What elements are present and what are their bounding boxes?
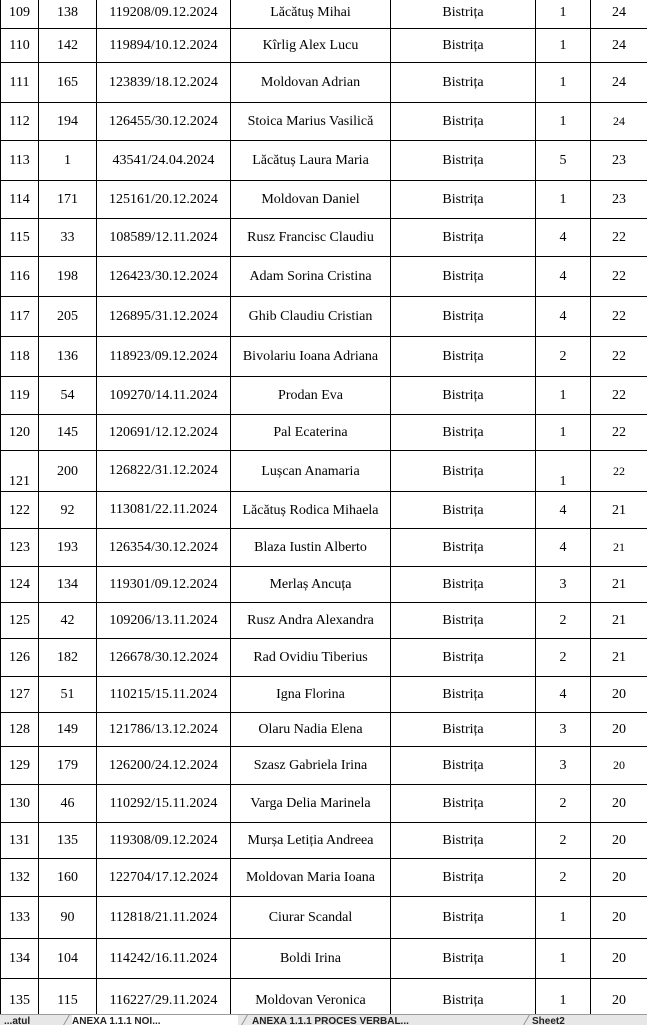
members-cell[interactable]: 2 xyxy=(536,603,591,639)
members-cell[interactable]: 4 xyxy=(536,219,591,257)
row-number-cell[interactable]: 122 xyxy=(1,492,39,529)
members-cell[interactable]: 4 xyxy=(536,677,591,713)
score-cell[interactable]: 22 xyxy=(591,257,647,297)
city-cell[interactable]: Bistrița xyxy=(391,713,536,747)
city-cell[interactable]: Bistrița xyxy=(391,63,536,103)
table-row[interactable] xyxy=(1,823,647,859)
row-number-cell[interactable]: 115 xyxy=(1,219,39,257)
name-cell[interactable]: Pal Ecaterina xyxy=(231,415,391,451)
name-cell[interactable]: Varga Delia Marinela xyxy=(231,785,391,823)
name-cell[interactable]: Olaru Nadia Elena xyxy=(231,713,391,747)
name-cell[interactable]: Igna Florina xyxy=(231,677,391,713)
city-cell[interactable]: Bistrița xyxy=(391,141,536,181)
name-cell[interactable]: Moldovan Veronica xyxy=(231,979,391,1015)
members-cell[interactable]: 1 xyxy=(536,377,591,415)
row-number-cell[interactable]: 119 xyxy=(1,377,39,415)
score-cell[interactable]: 23 xyxy=(591,141,647,181)
table-row[interactable] xyxy=(1,567,647,603)
name-cell[interactable]: Rad Ovidiu Tiberius xyxy=(231,639,391,677)
members-cell[interactable]: 4 xyxy=(536,297,591,337)
members-cell[interactable]: 2 xyxy=(536,823,591,859)
file-id-cell[interactable]: 171 xyxy=(39,181,97,219)
file-id-cell[interactable]: 90 xyxy=(39,897,97,939)
members-cell[interactable]: 1 xyxy=(536,63,591,103)
table-row[interactable] xyxy=(1,747,647,785)
score-cell[interactable]: 22 xyxy=(591,219,647,257)
members-cell[interactable]: 1 xyxy=(536,897,591,939)
table-row[interactable] xyxy=(1,377,647,415)
city-cell[interactable]: Bistrița xyxy=(391,297,536,337)
row-number-cell[interactable]: 132 xyxy=(1,859,39,897)
sheet-tab-proces-verbal[interactable]: ANEXA 1.1.1 PROCES VERBAL... xyxy=(252,1015,522,1025)
file-id-cell[interactable]: 149 xyxy=(39,713,97,747)
file-id-cell[interactable]: 160 xyxy=(39,859,97,897)
row-number-cell[interactable]: 114 xyxy=(1,181,39,219)
row-number-cell[interactable]: 118 xyxy=(1,337,39,377)
name-cell[interactable]: Merlaș Ancuța xyxy=(231,567,391,603)
score-cell[interactable]: 21 xyxy=(591,492,647,529)
registration-cell[interactable]: 125161/20.12.2024 xyxy=(97,181,231,219)
score-cell[interactable]: 20 xyxy=(591,713,647,747)
table-row[interactable] xyxy=(1,492,647,529)
file-id-cell[interactable]: 135 xyxy=(39,823,97,859)
score-cell[interactable]: 20 xyxy=(591,979,647,1015)
city-cell[interactable]: Bistrița xyxy=(391,219,536,257)
registration-cell[interactable]: 110292/15.11.2024 xyxy=(97,785,231,823)
file-id-cell[interactable]: 54 xyxy=(39,377,97,415)
file-id-cell[interactable]: 182 xyxy=(39,639,97,677)
score-cell[interactable]: 20 xyxy=(591,785,647,823)
file-id-cell[interactable]: 194 xyxy=(39,103,97,141)
table-row[interactable] xyxy=(1,713,647,747)
registration-cell[interactable]: 126455/30.12.2024 xyxy=(97,103,231,141)
score-cell[interactable]: 22 xyxy=(591,377,647,415)
row-number-cell[interactable]: 127 xyxy=(1,677,39,713)
name-cell[interactable]: Moldovan Daniel xyxy=(231,181,391,219)
table-row[interactable] xyxy=(1,219,647,257)
name-cell[interactable]: Stoica Marius Vasilică xyxy=(231,103,391,141)
score-cell[interactable]: 21 xyxy=(591,639,647,677)
table-row[interactable] xyxy=(1,29,647,63)
name-cell[interactable]: Boldi Irina xyxy=(231,939,391,979)
row-number-cell[interactable]: 110 xyxy=(1,29,39,63)
score-cell[interactable]: 21 xyxy=(591,529,647,567)
score-cell[interactable]: 22 xyxy=(591,451,647,492)
row-number-cell[interactable]: 112 xyxy=(1,103,39,141)
registration-cell[interactable]: 126678/30.12.2024 xyxy=(97,639,231,677)
file-id-cell[interactable]: 198 xyxy=(39,257,97,297)
registration-cell[interactable]: 121786/13.12.2024 xyxy=(97,713,231,747)
table-row[interactable] xyxy=(1,677,647,713)
score-cell[interactable]: 20 xyxy=(591,677,647,713)
table-row[interactable] xyxy=(1,603,647,639)
row-number-cell[interactable]: 129 xyxy=(1,747,39,785)
registration-cell[interactable]: 43541/24.04.2024 xyxy=(97,141,231,181)
table-row[interactable] xyxy=(1,0,647,29)
score-cell[interactable]: 24 xyxy=(591,103,647,141)
table-row[interactable] xyxy=(1,785,647,823)
score-cell[interactable]: 20 xyxy=(591,897,647,939)
score-cell[interactable]: 20 xyxy=(591,747,647,785)
file-id-cell[interactable]: 136 xyxy=(39,337,97,377)
registration-cell[interactable]: 126354/30.12.2024 xyxy=(97,529,231,567)
registration-cell[interactable]: 113081/22.11.2024 xyxy=(97,492,231,529)
file-id-cell[interactable]: 1 xyxy=(39,141,97,181)
registration-cell[interactable]: 126822/31.12.2024 xyxy=(97,451,231,492)
members-cell[interactable]: 2 xyxy=(536,639,591,677)
name-cell[interactable]: Ciurar Scandal xyxy=(231,897,391,939)
table-row[interactable] xyxy=(1,297,647,337)
score-cell[interactable]: 20 xyxy=(591,859,647,897)
city-cell[interactable]: Bistrița xyxy=(391,103,536,141)
name-cell[interactable]: Moldovan Maria Ioana xyxy=(231,859,391,897)
city-cell[interactable]: Bistrița xyxy=(391,897,536,939)
registration-cell[interactable]: 119301/09.12.2024 xyxy=(97,567,231,603)
city-cell[interactable]: Bistrița xyxy=(391,415,536,451)
members-cell[interactable]: 1 xyxy=(536,979,591,1015)
table-row[interactable] xyxy=(1,451,647,492)
registration-cell[interactable]: 126200/24.12.2024 xyxy=(97,747,231,785)
members-cell[interactable]: 4 xyxy=(536,492,591,529)
registration-cell[interactable]: 122704/17.12.2024 xyxy=(97,859,231,897)
city-cell[interactable]: Bistrița xyxy=(391,529,536,567)
table-row[interactable] xyxy=(1,63,647,103)
name-cell[interactable]: Rusz Andra Alexandra xyxy=(231,603,391,639)
city-cell[interactable]: Bistrița xyxy=(391,451,536,492)
members-cell[interactable]: 3 xyxy=(536,567,591,603)
name-cell[interactable]: Bivolariu Ioana Adriana xyxy=(231,337,391,377)
table-row[interactable] xyxy=(1,257,647,297)
name-cell[interactable]: Lăcătuș Laura Maria xyxy=(231,141,391,181)
registration-cell[interactable]: 116227/29.11.2024 xyxy=(97,979,231,1015)
file-id-cell[interactable]: 200 xyxy=(39,451,97,492)
row-number-cell[interactable]: 135 xyxy=(1,979,39,1015)
score-cell[interactable]: 23 xyxy=(591,181,647,219)
registration-cell[interactable]: 119208/09.12.2024 xyxy=(97,0,231,29)
score-cell[interactable]: 24 xyxy=(591,29,647,63)
name-cell[interactable]: Adam Sorina Cristina xyxy=(231,257,391,297)
file-id-cell[interactable]: 92 xyxy=(39,492,97,529)
members-cell[interactable]: 3 xyxy=(536,713,591,747)
table-row[interactable] xyxy=(1,897,647,939)
row-number-cell[interactable]: 121 xyxy=(1,451,39,492)
members-cell[interactable]: 2 xyxy=(536,859,591,897)
row-number-cell[interactable]: 123 xyxy=(1,529,39,567)
city-cell[interactable]: Bistrița xyxy=(391,377,536,415)
score-cell[interactable]: 22 xyxy=(591,297,647,337)
row-number-cell[interactable]: 130 xyxy=(1,785,39,823)
table-row[interactable] xyxy=(1,141,647,181)
members-cell[interactable]: 4 xyxy=(536,257,591,297)
row-number-cell[interactable]: 128 xyxy=(1,713,39,747)
row-number-cell[interactable]: 109 xyxy=(1,0,39,29)
score-cell[interactable]: 21 xyxy=(591,567,647,603)
file-id-cell[interactable]: 193 xyxy=(39,529,97,567)
members-cell[interactable]: 1 xyxy=(536,939,591,979)
city-cell[interactable]: Bistrița xyxy=(391,747,536,785)
registration-cell[interactable]: 114242/16.11.2024 xyxy=(97,939,231,979)
score-cell[interactable]: 20 xyxy=(591,939,647,979)
name-cell[interactable]: Ghib Claudiu Cristian xyxy=(231,297,391,337)
name-cell[interactable]: Lușcan Anamaria xyxy=(231,451,391,492)
registration-cell[interactable]: 108589/12.11.2024 xyxy=(97,219,231,257)
table-body xyxy=(1,0,647,1014)
registration-cell[interactable]: 119894/10.12.2024 xyxy=(97,29,231,63)
city-cell[interactable]: Bistrița xyxy=(391,677,536,713)
registration-cell[interactable]: 112818/21.11.2024 xyxy=(97,897,231,939)
table-row[interactable] xyxy=(1,181,647,219)
row-number-cell[interactable]: 111 xyxy=(1,63,39,103)
city-cell[interactable]: Bistrița xyxy=(391,639,536,677)
members-cell[interactable]: 2 xyxy=(536,337,591,377)
name-cell[interactable]: Blaza Iustin Alberto xyxy=(231,529,391,567)
row-number-cell[interactable]: 133 xyxy=(1,897,39,939)
table-row[interactable] xyxy=(1,415,647,451)
members-cell[interactable]: 1 xyxy=(536,103,591,141)
name-cell[interactable]: Szasz Gabriela Irina xyxy=(231,747,391,785)
file-id-cell[interactable]: 179 xyxy=(39,747,97,785)
city-cell[interactable]: Bistrița xyxy=(391,337,536,377)
file-id-cell[interactable]: 115 xyxy=(39,979,97,1015)
sheet-tab-partial[interactable]: ...atul xyxy=(4,1015,62,1025)
registration-cell[interactable]: 110215/15.11.2024 xyxy=(97,677,231,713)
members-cell[interactable]: 1 xyxy=(536,29,591,63)
file-id-cell[interactable]: 165 xyxy=(39,63,97,103)
score-cell[interactable]: 20 xyxy=(591,823,647,859)
row-number-cell[interactable]: 131 xyxy=(1,823,39,859)
sheet-tab-sheet2[interactable]: Sheet2 xyxy=(532,1015,642,1025)
file-id-cell[interactable]: 51 xyxy=(39,677,97,713)
file-id-cell[interactable]: 42 xyxy=(39,603,97,639)
file-id-cell[interactable]: 46 xyxy=(39,785,97,823)
table-row[interactable] xyxy=(1,103,647,141)
city-cell[interactable]: Bistrița xyxy=(391,29,536,63)
city-cell[interactable]: Bistrița xyxy=(391,785,536,823)
members-cell[interactable]: 3 xyxy=(536,747,591,785)
city-cell[interactable]: Bistrița xyxy=(391,567,536,603)
name-cell[interactable]: Prodan Eva xyxy=(231,377,391,415)
members-cell[interactable]: 5 xyxy=(536,141,591,181)
score-cell[interactable]: 22 xyxy=(591,337,647,377)
table-row[interactable] xyxy=(1,859,647,897)
row-number-cell[interactable]: 125 xyxy=(1,603,39,639)
registration-cell[interactable]: 126423/30.12.2024 xyxy=(97,257,231,297)
city-cell[interactable]: Bistrița xyxy=(391,0,536,29)
row-number-cell[interactable]: 116 xyxy=(1,257,39,297)
name-cell[interactable]: Lăcătuș Mihai xyxy=(231,0,391,29)
row-number-cell[interactable]: 120 xyxy=(1,415,39,451)
file-id-cell[interactable]: 134 xyxy=(39,567,97,603)
table-row[interactable] xyxy=(1,939,647,979)
table-row[interactable] xyxy=(1,529,647,567)
sheet-tabs-bar xyxy=(0,1014,647,1025)
registration-cell[interactable]: 120691/12.12.2024 xyxy=(97,415,231,451)
score-cell[interactable]: 24 xyxy=(591,63,647,103)
city-cell[interactable]: Bistrița xyxy=(391,979,536,1015)
table-row[interactable] xyxy=(1,979,647,1015)
city-cell[interactable]: Bistrița xyxy=(391,603,536,639)
file-id-cell[interactable]: 104 xyxy=(39,939,97,979)
score-cell[interactable]: 21 xyxy=(591,603,647,639)
city-cell[interactable]: Bistrița xyxy=(391,859,536,897)
row-number-cell[interactable]: 113 xyxy=(1,141,39,181)
members-cell[interactable]: 1 xyxy=(536,415,591,451)
file-id-cell[interactable]: 205 xyxy=(39,297,97,337)
row-number-cell[interactable]: 117 xyxy=(1,297,39,337)
name-cell[interactable]: Moldovan Adrian xyxy=(231,63,391,103)
file-id-cell[interactable]: 33 xyxy=(39,219,97,257)
name-cell[interactable]: Rusz Francisc Claudiu xyxy=(231,219,391,257)
registration-cell[interactable]: 123839/18.12.2024 xyxy=(97,63,231,103)
members-cell[interactable]: 1 xyxy=(536,451,591,492)
name-cell[interactable]: Kîrlig Alex Lucu xyxy=(231,29,391,63)
file-id-cell[interactable]: 142 xyxy=(39,29,97,63)
members-cell[interactable]: 1 xyxy=(536,0,591,29)
city-cell[interactable]: Bistrița xyxy=(391,492,536,529)
file-id-cell[interactable]: 145 xyxy=(39,415,97,451)
file-id-cell[interactable]: 138 xyxy=(39,0,97,29)
score-cell[interactable]: 22 xyxy=(591,415,647,451)
city-cell[interactable]: Bistrița xyxy=(391,181,536,219)
members-cell[interactable]: 1 xyxy=(536,181,591,219)
sheet-tab-anexa-noi[interactable]: ANEXA 1.1.1 NOI... xyxy=(72,1015,238,1025)
members-cell[interactable]: 2 xyxy=(536,785,591,823)
members-cell[interactable]: 4 xyxy=(536,529,591,567)
registration-cell[interactable]: 109206/13.11.2024 xyxy=(97,603,231,639)
row-number-cell[interactable]: 124 xyxy=(1,567,39,603)
city-cell[interactable]: Bistrița xyxy=(391,823,536,859)
registration-cell[interactable]: 126895/31.12.2024 xyxy=(97,297,231,337)
row-number-cell[interactable]: 126 xyxy=(1,639,39,677)
name-cell[interactable]: Lăcătuș Rodica Mihaela xyxy=(231,492,391,529)
name-cell[interactable]: Murșa Letiția Andreea xyxy=(231,823,391,859)
city-cell[interactable]: Bistrița xyxy=(391,257,536,297)
registration-cell[interactable]: 119308/09.12.2024 xyxy=(97,823,231,859)
registration-cell[interactable]: 109270/14.11.2024 xyxy=(97,377,231,415)
score-cell[interactable]: 24 xyxy=(591,0,647,29)
table-row[interactable] xyxy=(1,337,647,377)
city-cell[interactable]: Bistrița xyxy=(391,939,536,979)
row-number-cell[interactable]: 134 xyxy=(1,939,39,979)
table-row[interactable] xyxy=(1,639,647,677)
registration-cell[interactable]: 118923/09.12.2024 xyxy=(97,337,231,377)
